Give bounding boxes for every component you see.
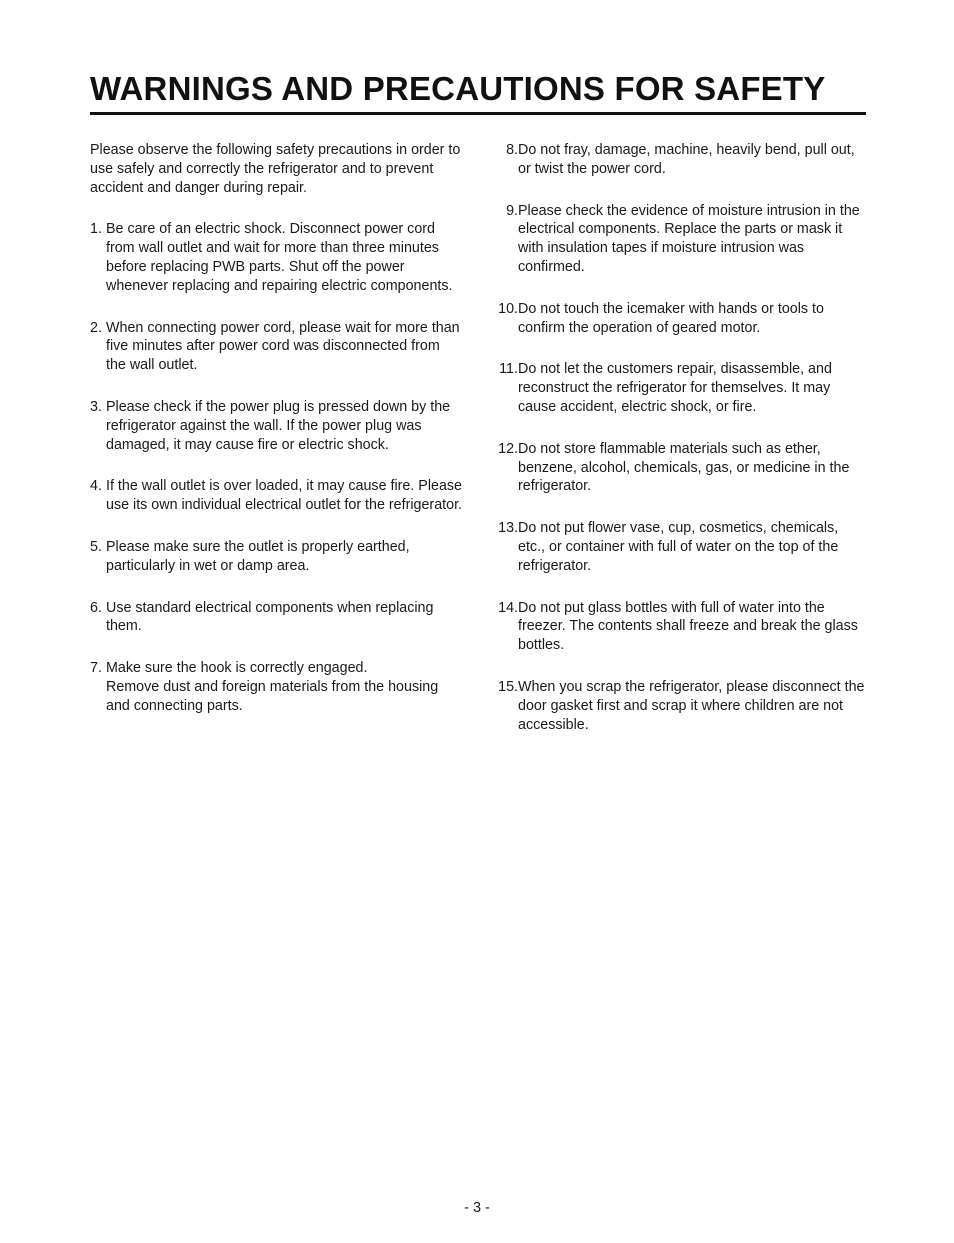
item-number: 14. — [498, 599, 518, 616]
item-number: 5. — [90, 538, 102, 555]
list-item — [90, 398, 462, 454]
item-text: Be care of an electric shock. Disconnect power cord from wall outlet and wait for more than three minutes before replacing PWB parts. Shut off the power whenever replacing and repairing electric components. — [106, 221, 453, 294]
list-item — [494, 141, 866, 179]
item-text: Do not put glass bottles with full of water into the freezer. The contents shall freeze and break the glass bottles. — [518, 599, 858, 654]
list-item — [494, 300, 866, 338]
list-item — [90, 599, 462, 637]
item-number: 2. — [90, 319, 102, 336]
item-text: Use standard electrical components when replacing them. — [106, 599, 434, 635]
list-item — [494, 599, 866, 655]
item-text: Please make sure the outlet is properly earthed, particularly in wet or damp area. — [106, 538, 410, 574]
list-item — [494, 440, 866, 496]
item-number: 7. — [90, 660, 102, 677]
page-number: - 3 - — [464, 1200, 490, 1216]
item-text: Do not let the customers repair, disassemble, and reconstruct the refrigerator for themselves. It may cause accident, electric shock, or fire. — [518, 361, 832, 415]
item-number: 9. — [506, 202, 518, 219]
list-item — [494, 519, 866, 575]
item-number: 11. — [499, 361, 518, 378]
right-column — [494, 141, 866, 757]
item-number: 10. — [498, 300, 518, 317]
list-item — [90, 477, 462, 515]
item-number: 3. — [90, 398, 102, 415]
item-text: Please check the evidence of moisture intrusion in the electrical components. Replace the parts or mask it with insulation tapes if moisture intrusion was confirmed. — [518, 202, 860, 275]
item-text: When connecting power cord, please wait for more than five minutes after power cord was disconnected from the wall outlet. — [106, 319, 460, 374]
page-title: WARNINGS AND PRECAUTIONS FOR SAFETY — [90, 70, 866, 115]
item-number: 4. — [90, 478, 102, 495]
item-text: Do not put flower vase, cup, cosmetics, chemicals, etc., or container with full of water on the top of the refrigerator. — [518, 520, 839, 574]
item-number: 13. — [498, 520, 518, 537]
item-number: 15. — [498, 678, 518, 695]
item-number: 8. — [506, 142, 518, 158]
list-item — [90, 220, 462, 295]
list-item — [494, 360, 866, 416]
item-text: Do not fray, damage, machine, heavily bend, pull out, or twist the power cord. — [518, 142, 855, 177]
item-text: Do not touch the icemaker with hands or tools to confirm the operation of geared motor. — [518, 300, 824, 336]
item-number: 12. — [498, 440, 518, 457]
item-text: Make sure the hook is correctly engaged. Remove dust and foreign materials from the housing and connecting parts. — [106, 660, 439, 714]
list-item — [90, 538, 462, 576]
list-item — [494, 678, 866, 734]
item-text: When you scrap the refrigerator, please disconnect the door gasket first and scrap it where children are not accessible. — [518, 678, 865, 733]
item-text: Please check if the power plug is pressed down by the refrigerator against the wall. If the power plug was damaged, it may cause fire or electric shock. — [106, 398, 451, 453]
item-number: 1. — [90, 221, 102, 238]
item-text: Do not store flammable materials such as ether, benzene, alcohol, chemicals, gas, or medicine in the refrigerator. — [518, 440, 850, 495]
item-number: 6. — [90, 599, 102, 616]
item-text: If the wall outlet is over loaded, it may cause fire. Please use its own individual electrical outlet for the refrigerator. — [106, 478, 463, 514]
list-item — [90, 659, 462, 715]
left-column — [90, 141, 462, 739]
list-item — [90, 319, 462, 375]
intro-paragraph: Please observe the following safety precautions in order to use safely and correctly the refrigerator and to prevent accident and danger during repair. — [90, 142, 461, 196]
list-item — [494, 202, 866, 277]
